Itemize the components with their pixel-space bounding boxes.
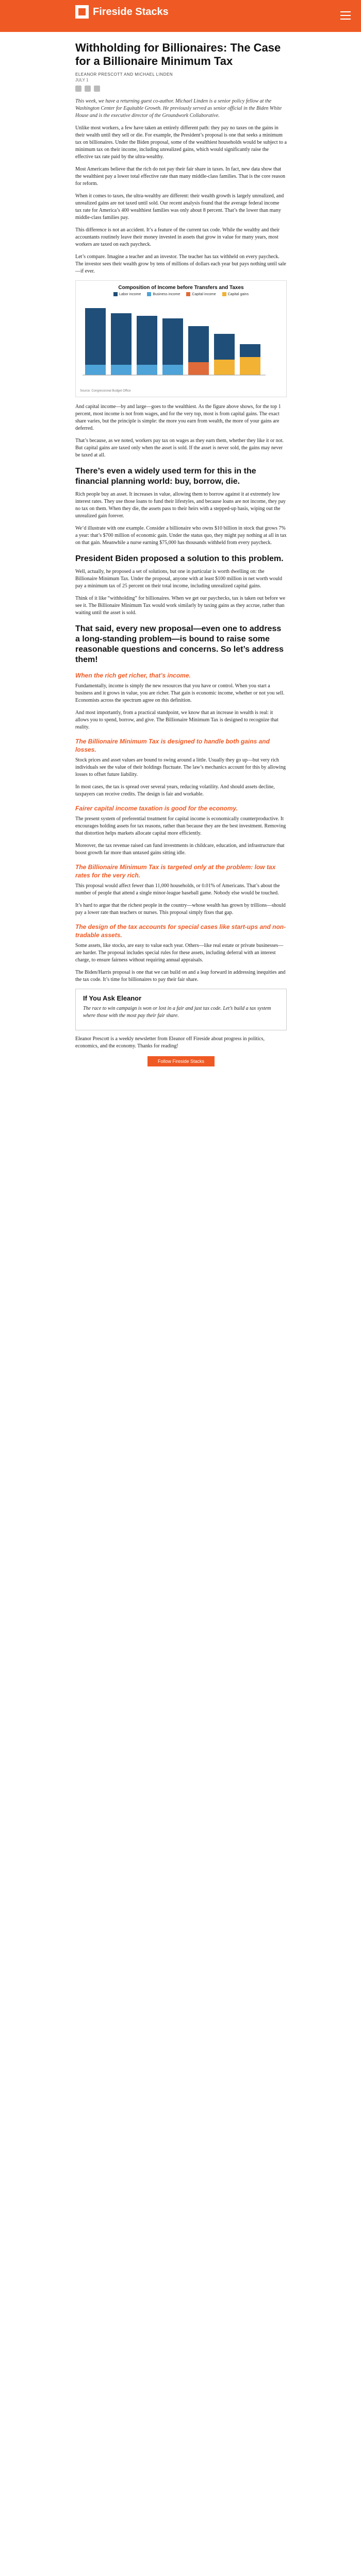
intro-paragraph: Unlike most workers, a few have taken an entirely different path: they pay no taxes on the gains in their wealth until they sell or die. For example, the President’s proposal is one that seeks a minimum tax on billionaires. Under the Biden proposal, some of the wealthiest households would be subject to a minimum tax on their income, including unrealized gains, which would significantly raise the effective tax rate paid by the ultra-wealthy. <box>75 125 287 160</box>
publish-date: JULY 1 <box>75 78 89 82</box>
share-bar <box>75 86 287 92</box>
section-heading: President Biden proposed a solution to this problem. <box>75 554 284 563</box>
legend-item: Business income <box>147 292 180 296</box>
body-paragraph: And most importantly, from a practical standpoint, we know that an increase in wealth is real: it allows you to spend, borrow, and give. The Billionaire Minimum Tax is designed to recognize that reality. <box>75 710 278 730</box>
signoff-paragraph: Eleanor Prescott is a weekly newsletter from Eleanor off Fireside about progress in politics, economics, and the economy. Thanks for reading! <box>75 1036 265 1049</box>
intro-paragraph: This difference is not an accident. It’s a feature of the current tax code. While the wealthy and their accountants routinely leave their money invested in assets that grow in value for many years, most workers are taxed on each paycheck. <box>75 227 280 247</box>
body-paragraph: Moreover, the tax revenue raised can fund investments in childcare, education, and infrastructure that boost growth far more than untaxed gains sitting idle. <box>75 843 285 856</box>
legend-item: Labor income <box>113 292 141 296</box>
chart-source: Source: Congressional Budget Office <box>80 389 131 393</box>
byline: ELEANOR PRESCOTT AND MICHAEL LINDEN <box>75 72 173 77</box>
chart-legend <box>80 292 282 296</box>
guest-note: This week, we have a returning guest co-author. Michael Linden is a senior policy fellow at the Washington Center for Equitable Growth. He previously served as senior official in the Biden White House and is the executive director of the Groundwork Collaborative. <box>75 98 282 118</box>
body-paragraph: And capital income—by and large—goes to the wealthiest. As the figure above shows, for the top 1 percent, most income is not from wages, and for the very top, most is from capital gains. The exact share varies, but the principle is simple: the more you earn from wealth, the more of your gains are deferred. <box>75 404 281 431</box>
income-composition-chart <box>75 280 287 397</box>
body-paragraph: Fundamentally, income is simply the new resources that you have or control. When you start a business and it grows in value, you are richer. That gain is economic income, whether or not you sell. Economists across the spectrum agree on this definition. <box>75 683 285 703</box>
subheading: The design of the tax accounts for special cases like start-ups and non-tradable assets. <box>75 923 286 939</box>
box-title: If You Ask Eleanor <box>83 994 142 1002</box>
body-paragraph: The Biden/Harris proposal is one that we can build on and a leap forward in addressing inequities and the tax code. It’s time for billionaires to pay their fair share. <box>75 970 286 982</box>
chart-bars <box>85 308 260 375</box>
chart-graphic <box>80 298 282 385</box>
body-paragraph: In most cases, the tax is spread over several years, reducing volatility. And should assets decline, taxpayers can receive credits. The design is fair and workable. <box>75 784 275 797</box>
body-paragraph: The present system of preferential treatment for capital income is economically counterproductive. It encourages holding assets for tax reasons, rather than because they are the best investment. Removing that distortion helps markets allocate capital more efficiently. <box>75 816 286 836</box>
subscribe-button[interactable]: Follow Fireside Stacks <box>147 1056 215 1066</box>
subheading: When the rich get richer, that’s income. <box>75 672 191 679</box>
menu-icon[interactable] <box>340 11 351 20</box>
box-text: The race to win campaign is won or lost in a fair and just tax code. Let’s build a tax system where those with the most pay their fair share. <box>83 1006 271 1019</box>
if-you-ask-box <box>75 989 287 1030</box>
section-heading: There’s even a widely used term for this in the financial planning world: buy, borrow, die. <box>75 467 256 486</box>
body-paragraph: Some assets, like stocks, are easy to value each year. Others—like real estate or private businesses—are harder. The proposal includes special rules for these assets, including deferral with an interest charge, to ensure fairness without requiring annual appraisals. <box>75 943 284 963</box>
intro-paragraph: Most Americans believe that the rich do not pay their fair share in taxes. In fact, new data show that the wealthiest pay a lower total effective rate than many middle-class families. That is the core reason for reform. <box>75 166 285 187</box>
subheading: Fairer capital income taxation is good for the economy. <box>75 805 238 812</box>
legend-item: Capital income <box>186 292 216 296</box>
site-header <box>0 0 361 32</box>
subheading: The Billionaire Minimum Tax is targeted only at the problem: low tax rates for the very rich. <box>75 863 276 879</box>
share-twitter-icon[interactable] <box>85 86 91 92</box>
logo-icon <box>75 5 89 19</box>
body-paragraph: We’d illustrate with one example. Consider a billionaire who owns $10 billion in stock that grows 7% a year: that’s $700 million of economic gain. Under the status quo, they might pay nothing at all in tax on that gain. Meanwhile a nurse earning $75,000 has thousands withheld from every paycheck. <box>75 526 287 546</box>
body-paragraph: This proposal would affect fewer than 11,000 households, or 0.01% of Americans. That’s about the number of people that attend a single minor-league baseball game. Nobody else would be touched. <box>75 883 280 896</box>
share-email-icon[interactable] <box>94 86 100 92</box>
section-heading: That said, every new proposal—even one to address a long-standing problem—is bound to raise some reasonable questions and concerns. So let’s address them! <box>75 624 284 664</box>
legend-item: Capital gains <box>222 292 249 296</box>
article-title: Withholding for Billionaires: The Case for a Billionaire Minimum Tax <box>75 41 281 67</box>
body-paragraph: Stock prices and asset values are bound to swing around a little. Usually they go up—but very rich individuals see the value of their holdings fluctuate. The law’s mechanics account for this by allowing losses to offset future liability. <box>75 757 286 777</box>
body-paragraph: Think of it like “withholding” for billionaires. When we get our paychecks, tax is taken out before we see it. The Billionaire Minimum Tax would work similarly by taxing gains as they accrue, rather than waiting until the asset is sold. <box>75 596 286 616</box>
site-logo[interactable] <box>75 5 169 19</box>
intro-paragraph: When it comes to taxes, the ultra-wealthy are different: their wealth growth is largely unrealized, and unrealized gains are not taxed until sold. Our recent analysis found that the average federal income tax rate for America’s 400 wealthiest families was only about 8 percent. That’s the lower than many middle-class families pay. <box>75 193 284 221</box>
share-facebook-icon[interactable] <box>75 86 81 92</box>
logo-text: Fireside Stacks <box>93 6 169 18</box>
article-body <box>75 41 287 1073</box>
body-paragraph: That’s because, as we noted, workers pay tax on wages as they earn them, whether they like it or not. But capital gains are taxed only when the asset is sold. If the asset is never sold, the gains may never be taxed at all. <box>75 438 284 458</box>
body-paragraph: Rich people buy an asset. It increases in value, allowing them to borrow against it at extremely low interest rates. They use those loans to fund their lifestyles, and because loans are not income, they pay no tax on them. When they die, the assets pass to their heirs with a stepped-up basis, wiping out the unrealized gain forever. <box>75 492 286 519</box>
chart-title: Composition of Income before Transfers and Taxes <box>118 285 244 291</box>
subheading: The Billionaire Minimum Tax is designed to handle both gains and losses. <box>75 738 270 753</box>
body-paragraph: It’s hard to argue that the richest people in the country—whose wealth has grown by trillions—should pay a lower rate than teachers or nurses. This proposal simply fixes that gap. <box>75 903 286 916</box>
body-paragraph: Well, actually, he proposed a set of solutions, but one in particular is worth dwelling on: the Billionaire Minimum Tax. Under the proposal, anyone with at least $100 million in net worth would pay a minimum tax of 25 percent on their total income, including unrealized capital gains. <box>75 569 283 589</box>
intro-paragraph: Let’s compare. Imagine a teacher and an investor. The teacher has tax withheld on every paycheck. The investor sees their wealth grow by tens of millions of dollars each year but pays nothing until sale—if ever. <box>75 254 286 274</box>
